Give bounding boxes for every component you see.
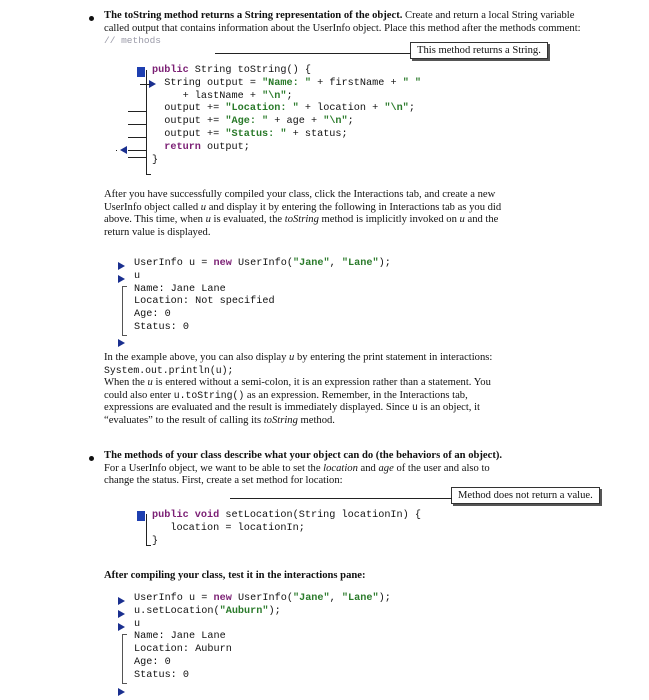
bullet-2 <box>89 456 94 461</box>
code-pointer <box>128 150 146 151</box>
section1-text: Create and return a local String variable called output that contains information about the UserInfo object. Place this method after the methods comment: <box>104 10 581 34</box>
arrow-tail <box>140 84 150 85</box>
section2-heading: The methods of your class describe what your object can do (the behaviors of an object). <box>104 450 503 461</box>
interactions-pane-1: UserInfo u = new UserInfo("Jane", "Lane"); u Name: Jane Lane Location: Not specified Age: 0 Status: 0 <box>134 258 391 333</box>
code-pointer <box>128 137 146 138</box>
callout-leader-2 <box>230 498 452 499</box>
output-line: Age: 0 <box>134 309 171 321</box>
test-heading: After compiling your class, test it in the interactions pane: <box>104 570 366 581</box>
print-statement-explanation: In the example above, you can also display u by entering the print statement in interactions: System.out.println(u); When the u is entered without a semi-colon, it is an expression rather than a statement. You could also enter u.toString() as an expression. Remember, in the Interactions tab, expressions are evaluated and the result is immediately displayed. Since u is an object, it “evaluates” to the result of calling its toString method. <box>104 352 493 426</box>
output-bracket-2 <box>122 634 127 684</box>
gutter-tick <box>146 174 151 175</box>
prompt-arrow-icon <box>118 262 125 270</box>
tostring-code: public String toString() { String output = "Name: " + firstName + " " + lastName + "\n"; output += "Location: " + location + "\n"; output += "Age: " + age + "\n"; output += "Status: " + status; return output; } <box>152 65 422 166</box>
output-line: Age: 0 <box>134 656 171 668</box>
prompt-arrow-icon <box>118 688 125 696</box>
left-arrow-icon <box>120 146 127 154</box>
prompt-arrow-icon <box>118 339 125 347</box>
prompt-arrow-icon <box>118 610 125 618</box>
interactions-instructions: After you have successfully compiled your class, click the Interactions tab, and create a new UserInfo object called u and display it by entering the following in Interactions tab as you did above. This time, when u is evaluated, the toString method is implicitly invoked on u and the return value is displayed. <box>104 189 502 238</box>
breakpoint-bar-2 <box>137 511 145 521</box>
breakpoint-bar <box>137 67 145 77</box>
prompt-arrow-icon <box>118 597 125 605</box>
section2-intro: The methods of your class describe what your object can do (the behaviors of an object). For a UserInfo object, we want to be able to set the location and age of the user and also to change the status. First, create a set method for location: <box>104 450 503 487</box>
output-line: Status: 0 <box>134 321 190 333</box>
code-pointer <box>128 124 146 125</box>
println-code: System.out.println(u); <box>104 364 234 376</box>
output-line: Status: 0 <box>134 669 190 681</box>
code-gutter-line-2 <box>146 514 147 546</box>
output-line: Location: Auburn <box>134 644 232 656</box>
bullet-1 <box>89 16 94 21</box>
prompt-arrow-icon <box>118 623 125 631</box>
code-pointer <box>116 150 117 151</box>
section1-heading: The toString method returns a String representation of the object. <box>104 10 403 21</box>
methods-comment: // methods <box>104 35 162 47</box>
callout-no-return: Method does not return a value. <box>451 487 600 504</box>
interactions-pane-2: UserInfo u = new UserInfo("Jane", "Lane"); u.setLocation("Auburn"); u Name: Jane Lane Location: Auburn Age: 0 Status: 0 <box>134 593 391 681</box>
kw-public: public <box>152 65 189 76</box>
gutter-tick-2 <box>146 545 151 546</box>
code-gutter-line <box>146 70 147 175</box>
output-bracket <box>122 286 127 336</box>
output-line: Name: Jane Lane <box>134 283 226 295</box>
output-line: Location: Not specified <box>134 296 275 308</box>
code-pointer <box>128 157 146 158</box>
output-line: Name: Jane Lane <box>134 631 226 643</box>
callout-returns-string: This method returns a String. <box>410 42 548 59</box>
callout-leader <box>215 53 411 54</box>
code-pointer <box>128 111 146 112</box>
prompt-arrow-icon <box>118 275 125 283</box>
setlocation-code: public void setLocation(String locationIn) { location = locationIn; } <box>152 510 421 547</box>
